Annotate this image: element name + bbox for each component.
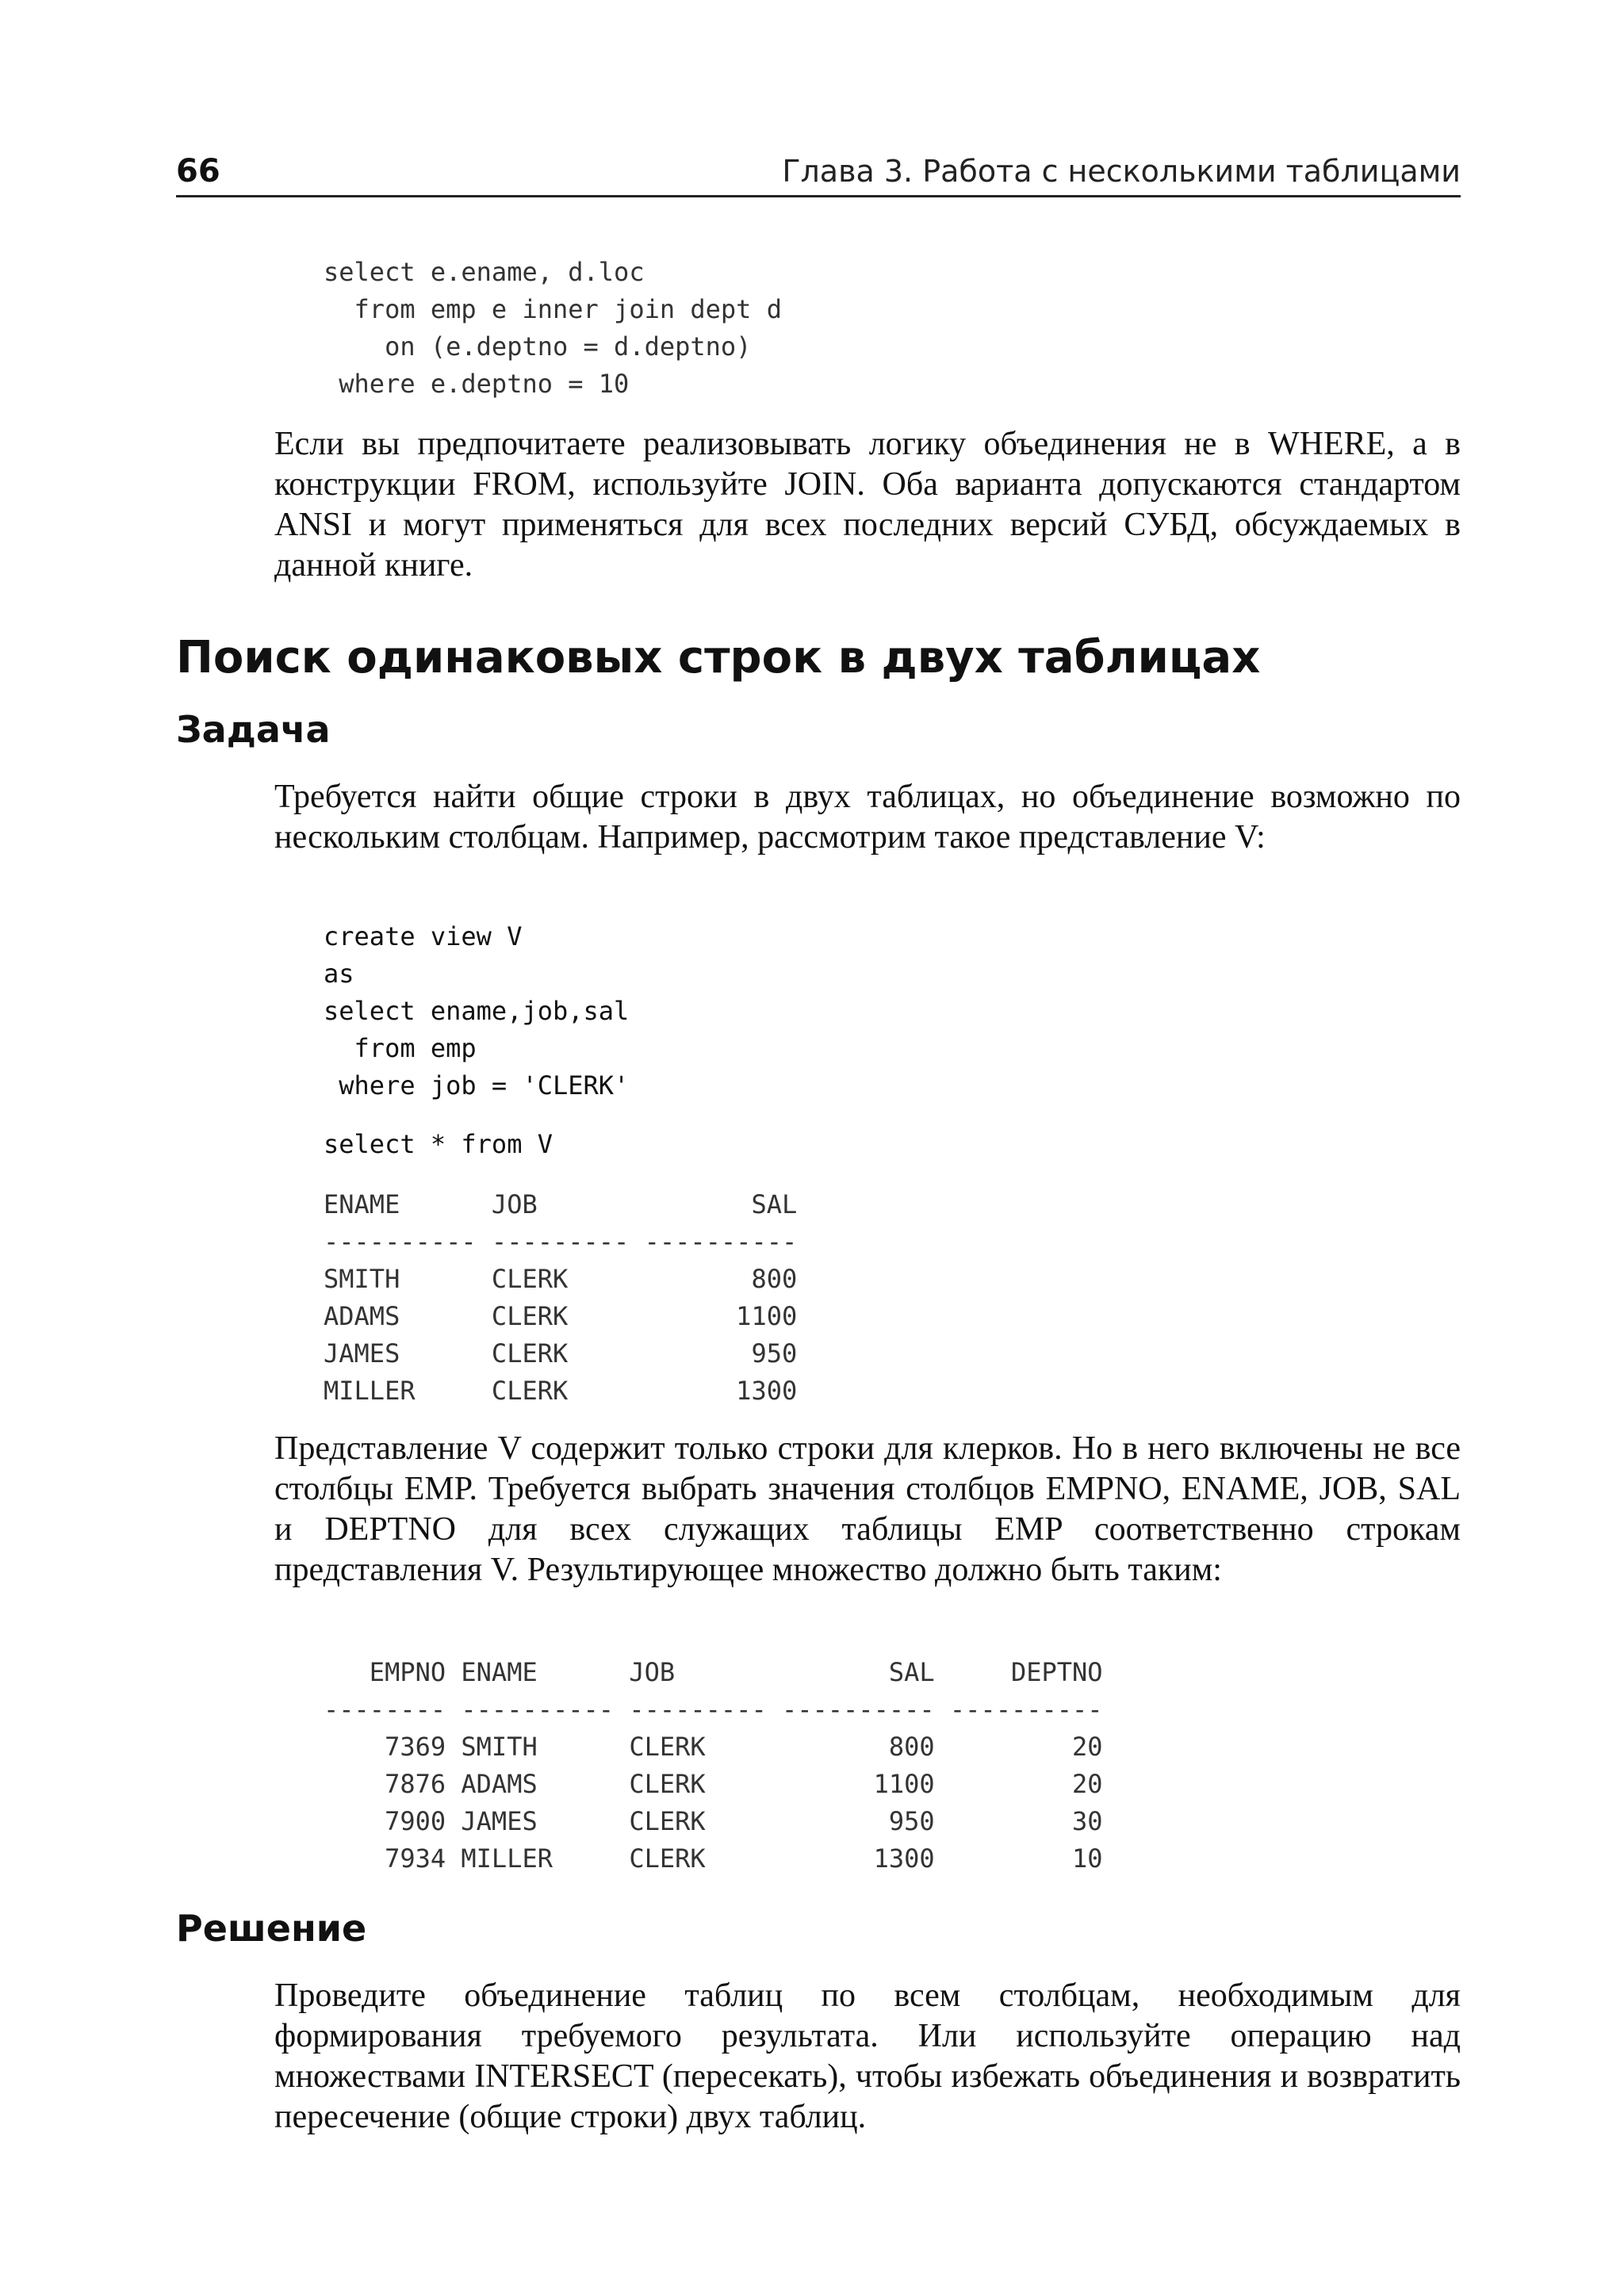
- running-header: [176, 147, 1461, 197]
- result-table-emp: EMPNO ENAME JOB SAL DEPTNO -------- ---------- --------- ---------- ---------- 7369 SMITH CLERK 800 20 7876 ADAMS CLERK 1100 20 7900 JAMES CLERK 950 30 7934 MILLER CLERK 1300 10: [324, 1657, 1103, 1874]
- chapter-title: Глава 3. Работа с несколькими таблицами: [782, 154, 1461, 189]
- paragraph-join: Если вы предпочитаете реализовывать логику объединения не в WHERE, а в конструкции FROM, используйте JOIN. Оба варианта допускаются стандартом ANSI и могут применяться для всех последних версий СУБД, обсуждаемых в данной книге.: [274, 426, 1461, 584]
- code-select-view: select * from V: [324, 1129, 553, 1159]
- page-number: 66: [176, 153, 220, 189]
- solution-heading: Решение: [176, 1907, 367, 1950]
- solution-paragraph: Проведите объединение таблиц по всем столбцам, необходимым для формирования требуемого результата. Или используйте операцию над множествами INTERSECT (пересекать), чтобы избежать объединения и возвратить пересечение (общие строки) двух таблиц.: [274, 1977, 1461, 2135]
- task-heading: Задача: [176, 708, 331, 751]
- code-create-view: create view V as select ename,job,sal from emp where job = 'CLERK': [324, 921, 630, 1101]
- task-paragraph-1: Требуется найти общие строки в двух таблицах, но объединение возможно по нескольким столбцам. Например, рассмотрим такое представление V:: [274, 779, 1461, 856]
- code-join-example: select e.ename, d.loc from emp e inner join dept d on (e.deptno = d.deptno) where e.deptno = 10: [324, 257, 782, 399]
- section-title: Поиск одинаковых строк в двух таблицах: [176, 632, 1261, 683]
- task-paragraph-2: Представление V содержит только строки для клерков. Но в него включены не все столбцы EMP. Требуется выбрать значения столбцов EMPNO, ENAME, JOB, SAL и DEPTNO для всех служащих таблицы EMP соответственно строкам представления V. Результирующее множество должно быть таким:: [274, 1430, 1461, 1588]
- result-table-v: ENAME JOB SAL ---------- --------- ---------- SMITH CLERK 800 ADAMS CLERK 1100 JAMES CLERK 950 MILLER CLERK 1300: [324, 1189, 798, 1406]
